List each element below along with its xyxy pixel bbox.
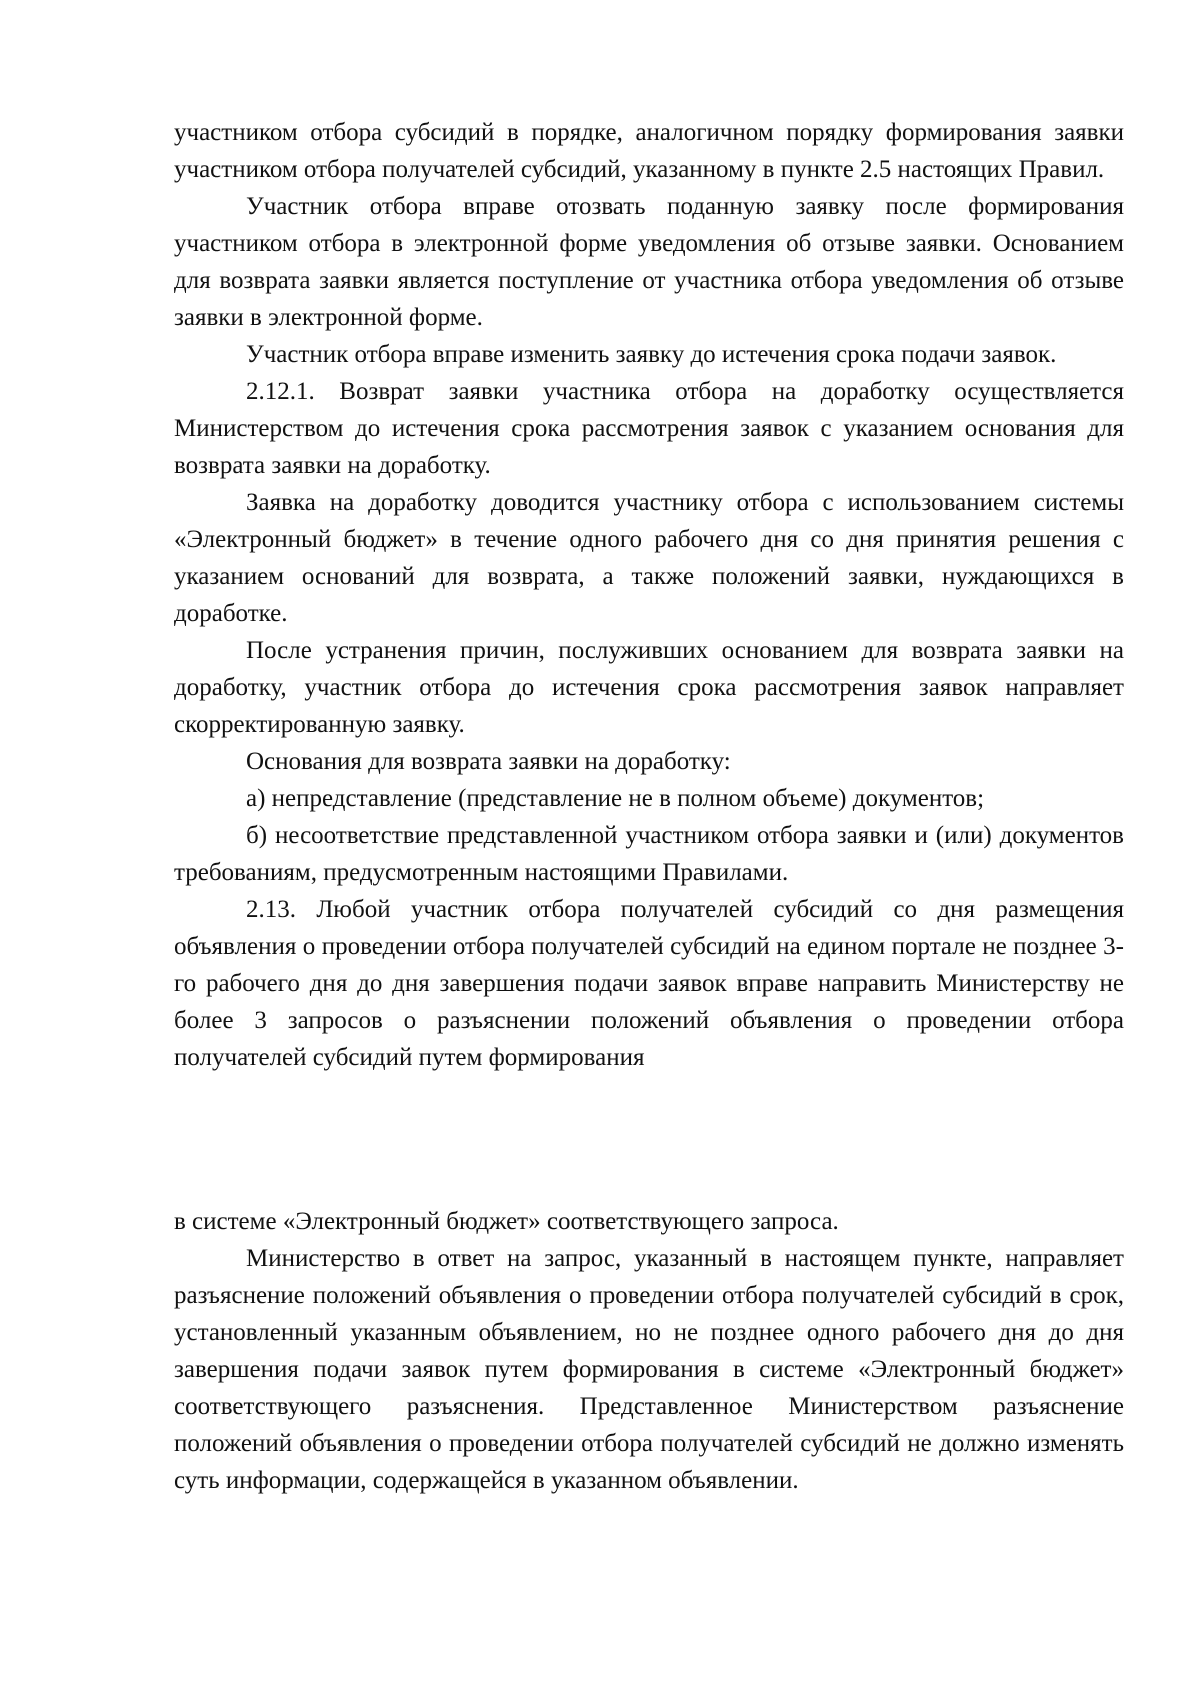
paragraph-ministry-response: Министерство в ответ на запрос, указанный в настоящем пункте, направляет разъяснение положений объявления о проведении отбора получателей субсидий в срок, установленный указанным объявлением, но не позднее одного рабочего дня до дня завершения подачи заявок путем формирования в системе «Электронный бюджет» соответствующего разъяснения. Представленное Министерством разъяснение положений объявления о проведении отбора получателей субсидий не должно изменять суть информации, содержащейся в указанном объявлении. [174,1245,1124,1494]
paragraph-2-12-1: 2.12.1. Возврат заявки участника отбора на доработку осуществляется Министерством до истечения срока рассмотрения заявок с указанием основания для возврата заявки на доработку. [174,378,1124,479]
text-block-top [174,114,1124,1076]
paragraph-continuation: участником отбора субсидий в порядке, аналогичном порядку формирования заявки участником отбора получателей субсидий, указанному в пункте 2.5 настоящих Правил. [174,119,1124,183]
paragraph-after-correction: После устранения причин, послуживших основанием для возврата заявки на доработку, участник отбора до истечения срока рассмотрения заявок направляет скорректированную заявку. [174,637,1124,738]
paragraph-2-13: 2.13. Любой участник отбора получателей субсидий со дня размещения объявления о проведении отбора получателей субсидий на едином портале не позднее 3-го рабочего дня до дня завершения подачи заявок вправе направить Министерству не более 3 запросов о разъяснении положений объявления о проведении отбора получателей субсидий путем формирования [174,896,1124,1071]
text-block-bottom [174,1203,1124,1499]
list-item-b: б) несоответствие представленной участником отбора заявки и (или) документов требованиям, предусмотренным настоящими Правилами. [174,822,1124,886]
paragraph-change-application: Участник отбора вправе изменить заявку до истечения срока подачи заявок. [246,341,1057,368]
paragraph-return-grounds: Основания для возврата заявки на доработку: [246,748,731,775]
list-item-a: а) непредставление (представление не в полном объеме) документов; [246,785,985,812]
paragraph-system-request: в системе «Электронный бюджет» соответствующего запроса. [174,1208,839,1235]
paragraph-withdraw-application: Участник отбора вправе отозвать поданную заявку после формирования участником отбора в электронной форме уведомления об отзыве заявки. Основанием для возврата заявки является поступление от участника отбора уведомления об отзыве заявки в электронной форме. [174,193,1124,331]
paragraph-revision-notice: Заявка на доработку доводится участнику отбора с использованием системы «Электронный бюджет» в течение одного рабочего дня со дня принятия решения с указанием оснований для возврата, а также положений заявки, нуждающихся в доработке. [174,489,1124,627]
